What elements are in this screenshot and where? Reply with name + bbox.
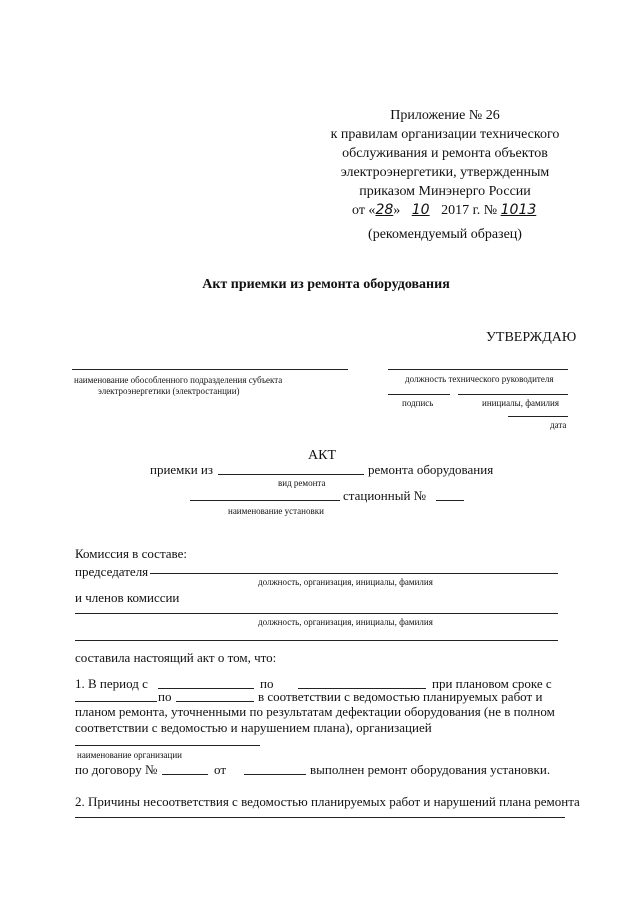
document-title: Акт приемки из ремонта оборудования	[202, 277, 450, 292]
subdivision-caption-2: электроэнергетики (электростанции)	[98, 386, 240, 396]
signature-line	[388, 394, 450, 395]
date-year-prefix: 2017 г. №	[441, 203, 498, 218]
organization-caption: наименование организации	[77, 750, 182, 760]
appendix-line-3: обслуживания и ремонта объектов	[342, 146, 548, 161]
chairman-label: председателя	[75, 564, 149, 579]
contract-label: по договору №	[75, 762, 158, 777]
repair-type-caption: вид ремонта	[278, 478, 326, 488]
item1-to-label: по	[260, 676, 274, 691]
date-prefix: от «	[352, 203, 376, 218]
order-date-line	[352, 202, 536, 219]
item1-line-3: соответствии с ведомостью и нарушением плана), организацией	[75, 720, 432, 735]
appendix-line-2: к правилам организации технического	[330, 127, 560, 142]
station-number-line	[436, 500, 464, 501]
item1-planned-to-label: по	[158, 689, 172, 704]
item1-according-text: в соответствии с ведомостью планируемых работ и	[258, 689, 543, 704]
position-line	[388, 369, 568, 370]
compiled-text: составила настоящий акт о том, что:	[75, 650, 277, 665]
approve-word: УТВЕРЖДАЮ	[486, 330, 577, 345]
members-caption: должность, организация, инициалы, фамилия	[258, 617, 433, 627]
item1-from-line	[158, 688, 254, 689]
act-heading: АКТ	[308, 448, 336, 463]
item1-planned-from-line	[75, 701, 157, 702]
installation-caption: наименование установки	[228, 506, 324, 516]
item2-text: 2. Причины несоответствия с ведомостью планируемых работ и нарушений плана ремонта	[75, 794, 580, 809]
order-number: 1013	[500, 202, 537, 218]
date-caption: дата	[550, 420, 567, 430]
acceptance-from-label: приемки из	[150, 462, 214, 477]
initials-line	[458, 394, 568, 395]
repair-done-text: выполнен ремонт оборудования установки.	[310, 762, 551, 777]
members-line-2	[75, 640, 558, 641]
chairman-caption: должность, организация, инициалы, фамилия	[258, 577, 433, 587]
contract-date-line	[244, 774, 306, 775]
recommended-sample: (рекомендуемый образец)	[368, 227, 522, 242]
date-sep: »	[393, 203, 401, 218]
initials-caption: инициалы, фамилия	[482, 398, 559, 408]
item2-line	[75, 817, 565, 818]
date-day: 28	[375, 202, 394, 218]
organization-line	[75, 745, 260, 746]
members-line-1	[75, 613, 558, 614]
contract-from-label: от	[214, 762, 227, 777]
appendix-number: Приложение № 26	[390, 108, 500, 123]
station-number-label: стационный №	[343, 488, 427, 503]
members-label: и членов комиссии	[75, 590, 180, 605]
item1-line-2: планом ремонта, уточненными по результатам дефектации оборудования (не в полном	[75, 704, 555, 719]
item1-period-label: 1. В период с	[75, 676, 148, 691]
repair-of-equipment-label: ремонта оборудования	[368, 462, 494, 477]
contract-number-line	[162, 774, 208, 775]
date-line	[508, 416, 568, 417]
item1-planned-to-line	[176, 701, 254, 702]
repair-type-line	[218, 474, 364, 475]
subdivision-caption-1: наименование обособленного подразделения субъекта	[74, 375, 283, 385]
signature-caption: подпись	[402, 398, 434, 408]
item1-planned-label: при плановом сроке с	[432, 676, 552, 691]
commission-label: Комиссия в составе:	[75, 546, 187, 561]
installation-line	[190, 500, 340, 501]
position-caption: должность технического руководителя	[405, 374, 554, 384]
appendix-line-4: электроэнергетики, утвержденным	[340, 165, 550, 180]
chairman-line	[150, 573, 558, 574]
date-month: 10	[411, 202, 430, 218]
subdivision-line	[72, 369, 348, 370]
appendix-line-5: приказом Минэнерго России	[359, 184, 531, 199]
